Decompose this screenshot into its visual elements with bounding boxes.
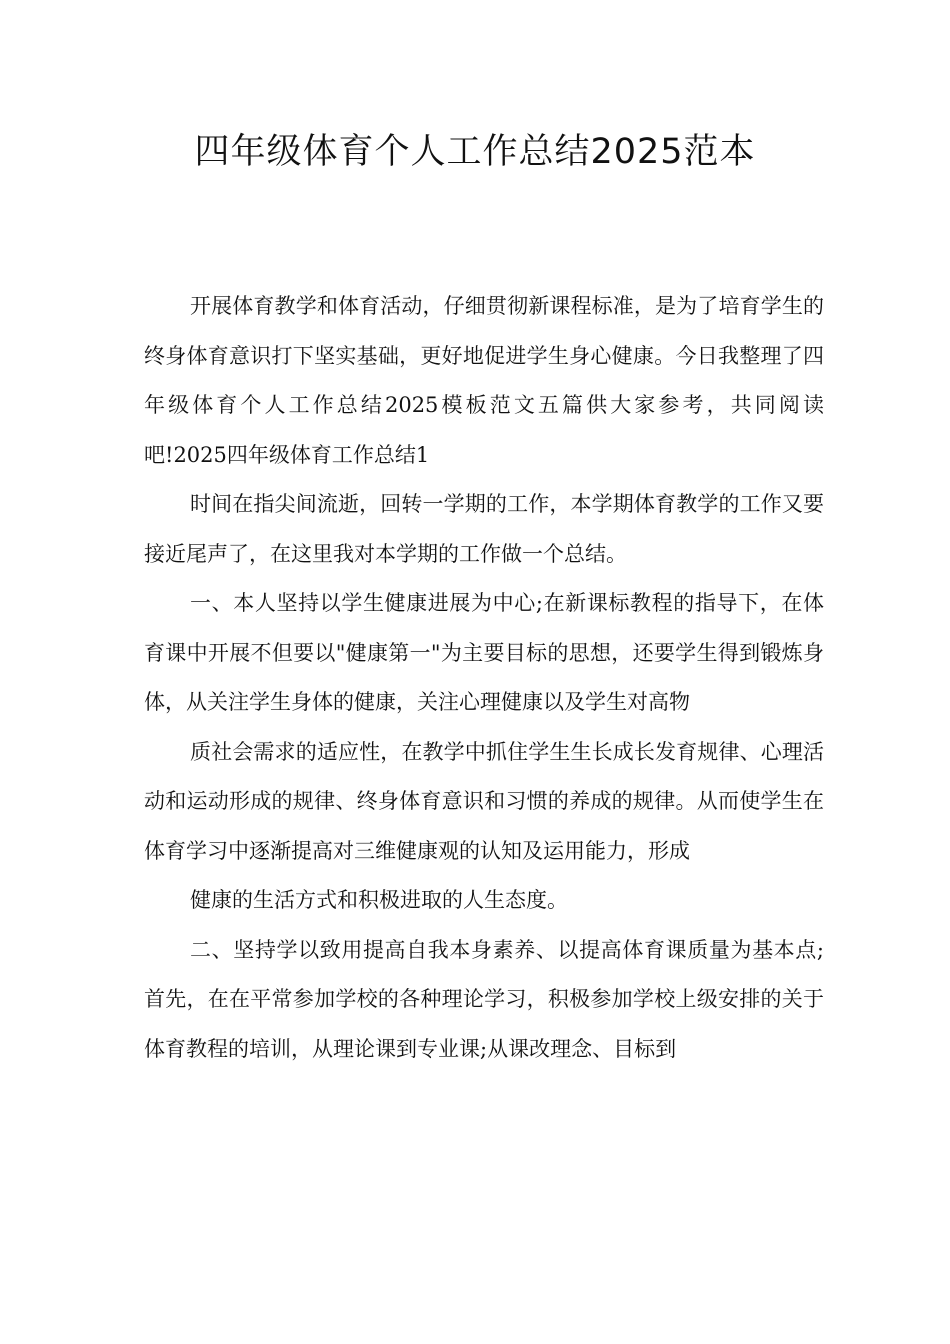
paragraph-time: 时间在指尖间流逝，回转一学期的工作，本学期体育教学的工作又要接近尾声了，在这里我对本学期的工作做一个总结。 <box>144 492 824 566</box>
document-body <box>144 282 824 1074</box>
paragraph-attitude: 健康的生活方式和积极进取的人生态度。 <box>190 888 568 912</box>
paragraph-section-one-continued: 质社会需求的适应性，在教学中抓住学生生长成长发育规律、心理活动和运动形成的规律、终身体育意识和习惯的养成的规律。从而使学生在体育学习中逐渐提高对三维健康观的认知及运用能力，形成 <box>144 739 824 863</box>
paragraph-section-one: 一、本人坚持以学生健康进展为中心;在新课标教程的指导下，在体育课中开展不但要以"健康第一"为主要目标的思想，还要学生得到锻炼身体，从关注学生身体的健康，关注心理健康以及学生对高物 <box>144 591 824 714</box>
paragraph-intro: 开展体育教学和体育活动，仔细贯彻新课程标准，是为了培育学生的终身体育意识打下坚实基础，更好地促进学生身心健康。今日我整理了四年级体育个人工作总结2025模板范文五篇供大家参考，共同阅读吧!2025四年级体育工作总结1 <box>144 294 824 467</box>
document-title: 四年级体育个人工作总结2025范本 <box>194 132 756 172</box>
paragraph-section-two: 二、坚持学以致用提高自我本身素养、以提高体育课质量为基本点;首先，在在平常参加学校的各种理论学习，积极参加学校上级安排的关于体育教程的培训，从理论课到专业课;从课改理念、目标到 <box>144 937 824 1061</box>
